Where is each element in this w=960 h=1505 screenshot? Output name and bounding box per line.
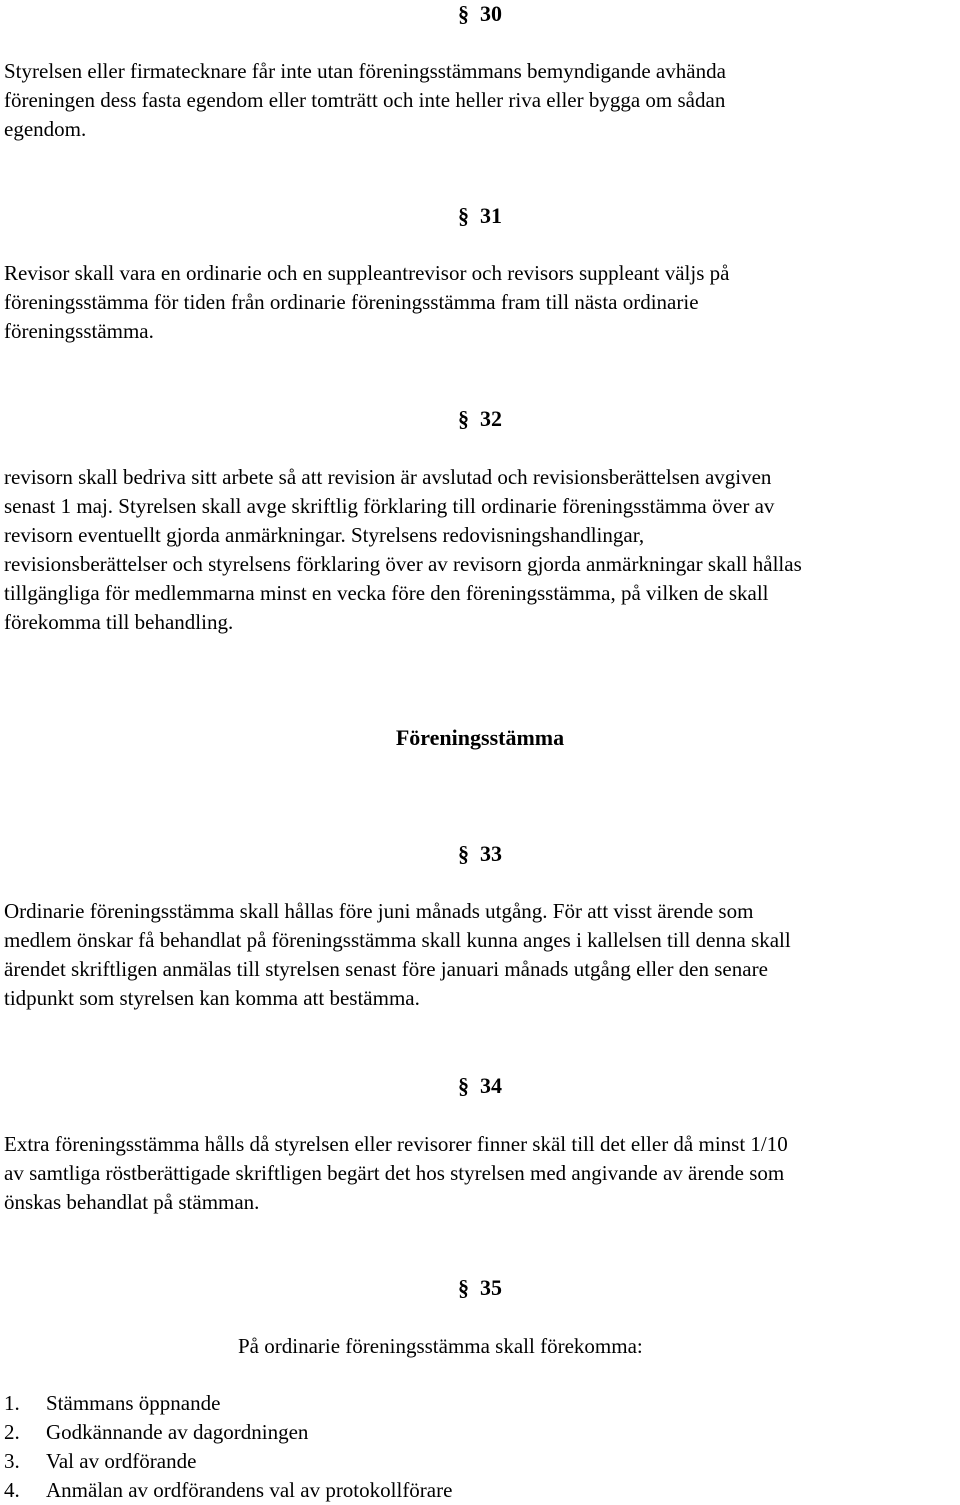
section-number: 35 — [480, 1275, 502, 1300]
text-line: egendom. — [4, 117, 87, 141]
section-number: 30 — [480, 1, 502, 26]
section-34-header — [458, 1072, 502, 1100]
section-30-text — [4, 57, 960, 144]
list-text: Stämmans öppnande — [46, 1391, 221, 1415]
text-line: Extra föreningsstämma hålls då styrelsen eller revisorer finner skäl till det eller då minst 1/10 — [4, 1132, 788, 1156]
text-line: Ordinarie föreningsstämma skall hållas före juni månads utgång. För att visst ärende som — [4, 899, 754, 923]
section-symbol: § — [458, 1275, 469, 1300]
section-number: 31 — [480, 203, 502, 228]
list-text: Godkännande av dagordningen — [46, 1420, 309, 1444]
text-line: Styrelsen eller firmatecknare får inte utan föreningsstämmans bemyndigande avhända — [4, 59, 726, 83]
section-30-header — [458, 0, 502, 28]
text-line: önskas behandlat på stämman. — [4, 1190, 260, 1214]
section-number: 32 — [480, 406, 502, 431]
text-line: föreningsstämma. — [4, 319, 154, 343]
section-symbol: § — [458, 203, 469, 228]
list-item — [4, 1447, 452, 1476]
section-symbol: § — [458, 1073, 469, 1098]
text-line: revisionsberättelser och styrelsens förklaring över av revisorn gjorda anmärkningar skall hållas — [4, 552, 802, 576]
text-line: föreningen dess fasta egendom eller tomträtt och inte heller riva eller bygga om sådan — [4, 88, 726, 112]
list-item — [4, 1476, 452, 1505]
text-line: Revisor skall vara en ordinarie och en suppleantrevisor och revisors suppleant väljs på — [4, 261, 730, 285]
agenda-list — [4, 1389, 452, 1505]
text-line: revisorn skall bedriva sitt arbete så att revision är avslutad och revisionsberättelsen avgiven — [4, 465, 772, 489]
list-number: 1. — [4, 1391, 20, 1415]
text-line: av samtliga röstberättigade skriftligen begärt det hos styrelsen med angivande av ärende som — [4, 1161, 785, 1185]
list-number: 2. — [4, 1420, 20, 1444]
section-heading: Föreningsstämma — [395, 725, 565, 750]
section-34-text — [4, 1130, 960, 1217]
text-line: ärendet skriftligen anmälas till styrelsen senast före januari månads utgång eller den senare — [4, 957, 768, 981]
text-line: senast 1 maj. Styrelsen skall avge skriftlig förklaring till ordinarie föreningsstämma över av — [4, 494, 775, 518]
list-number: 3. — [4, 1449, 20, 1473]
list-text: Val av ordförande — [46, 1449, 197, 1473]
section-symbol: § — [458, 406, 469, 431]
section-31-header — [458, 202, 502, 230]
text-line: tidpunkt som styrelsen kan komma att bestämma. — [4, 986, 420, 1010]
section-33-text — [4, 897, 960, 1013]
list-text: Anmälan av ordförandens val av protokollförare — [46, 1478, 453, 1502]
section-31-text — [4, 259, 960, 346]
text-line: medlem önskar få behandlat på föreningsstämma skall kunna anges i kallelsen till denna skall — [4, 928, 791, 952]
section-32-text — [4, 463, 960, 637]
list-item — [4, 1389, 452, 1418]
text-line: föreningsstämma för tiden från ordinarie föreningsstämma fram till nästa ordinarie — [4, 290, 699, 314]
text-line: tillgängliga för medlemmarna minst en vecka före den föreningsstämma, på vilken de skall — [4, 581, 769, 605]
text-line: revisorn eventuellt gjorda anmärkningar. Styrelsens redovisningshandlingar, — [4, 523, 645, 547]
text-line: förekomma till behandling. — [4, 610, 234, 634]
section-32-header — [458, 405, 502, 433]
section-35-intro: På ordinarie föreningsstämma skall förekomma: — [238, 1334, 643, 1358]
section-35-header — [458, 1274, 502, 1302]
section-symbol: § — [458, 841, 469, 866]
list-number: 4. — [4, 1478, 20, 1502]
section-33-header — [458, 840, 502, 868]
list-item — [4, 1418, 452, 1447]
section-symbol: § — [458, 1, 469, 26]
section-number: 34 — [480, 1073, 502, 1098]
section-number: 33 — [480, 841, 502, 866]
